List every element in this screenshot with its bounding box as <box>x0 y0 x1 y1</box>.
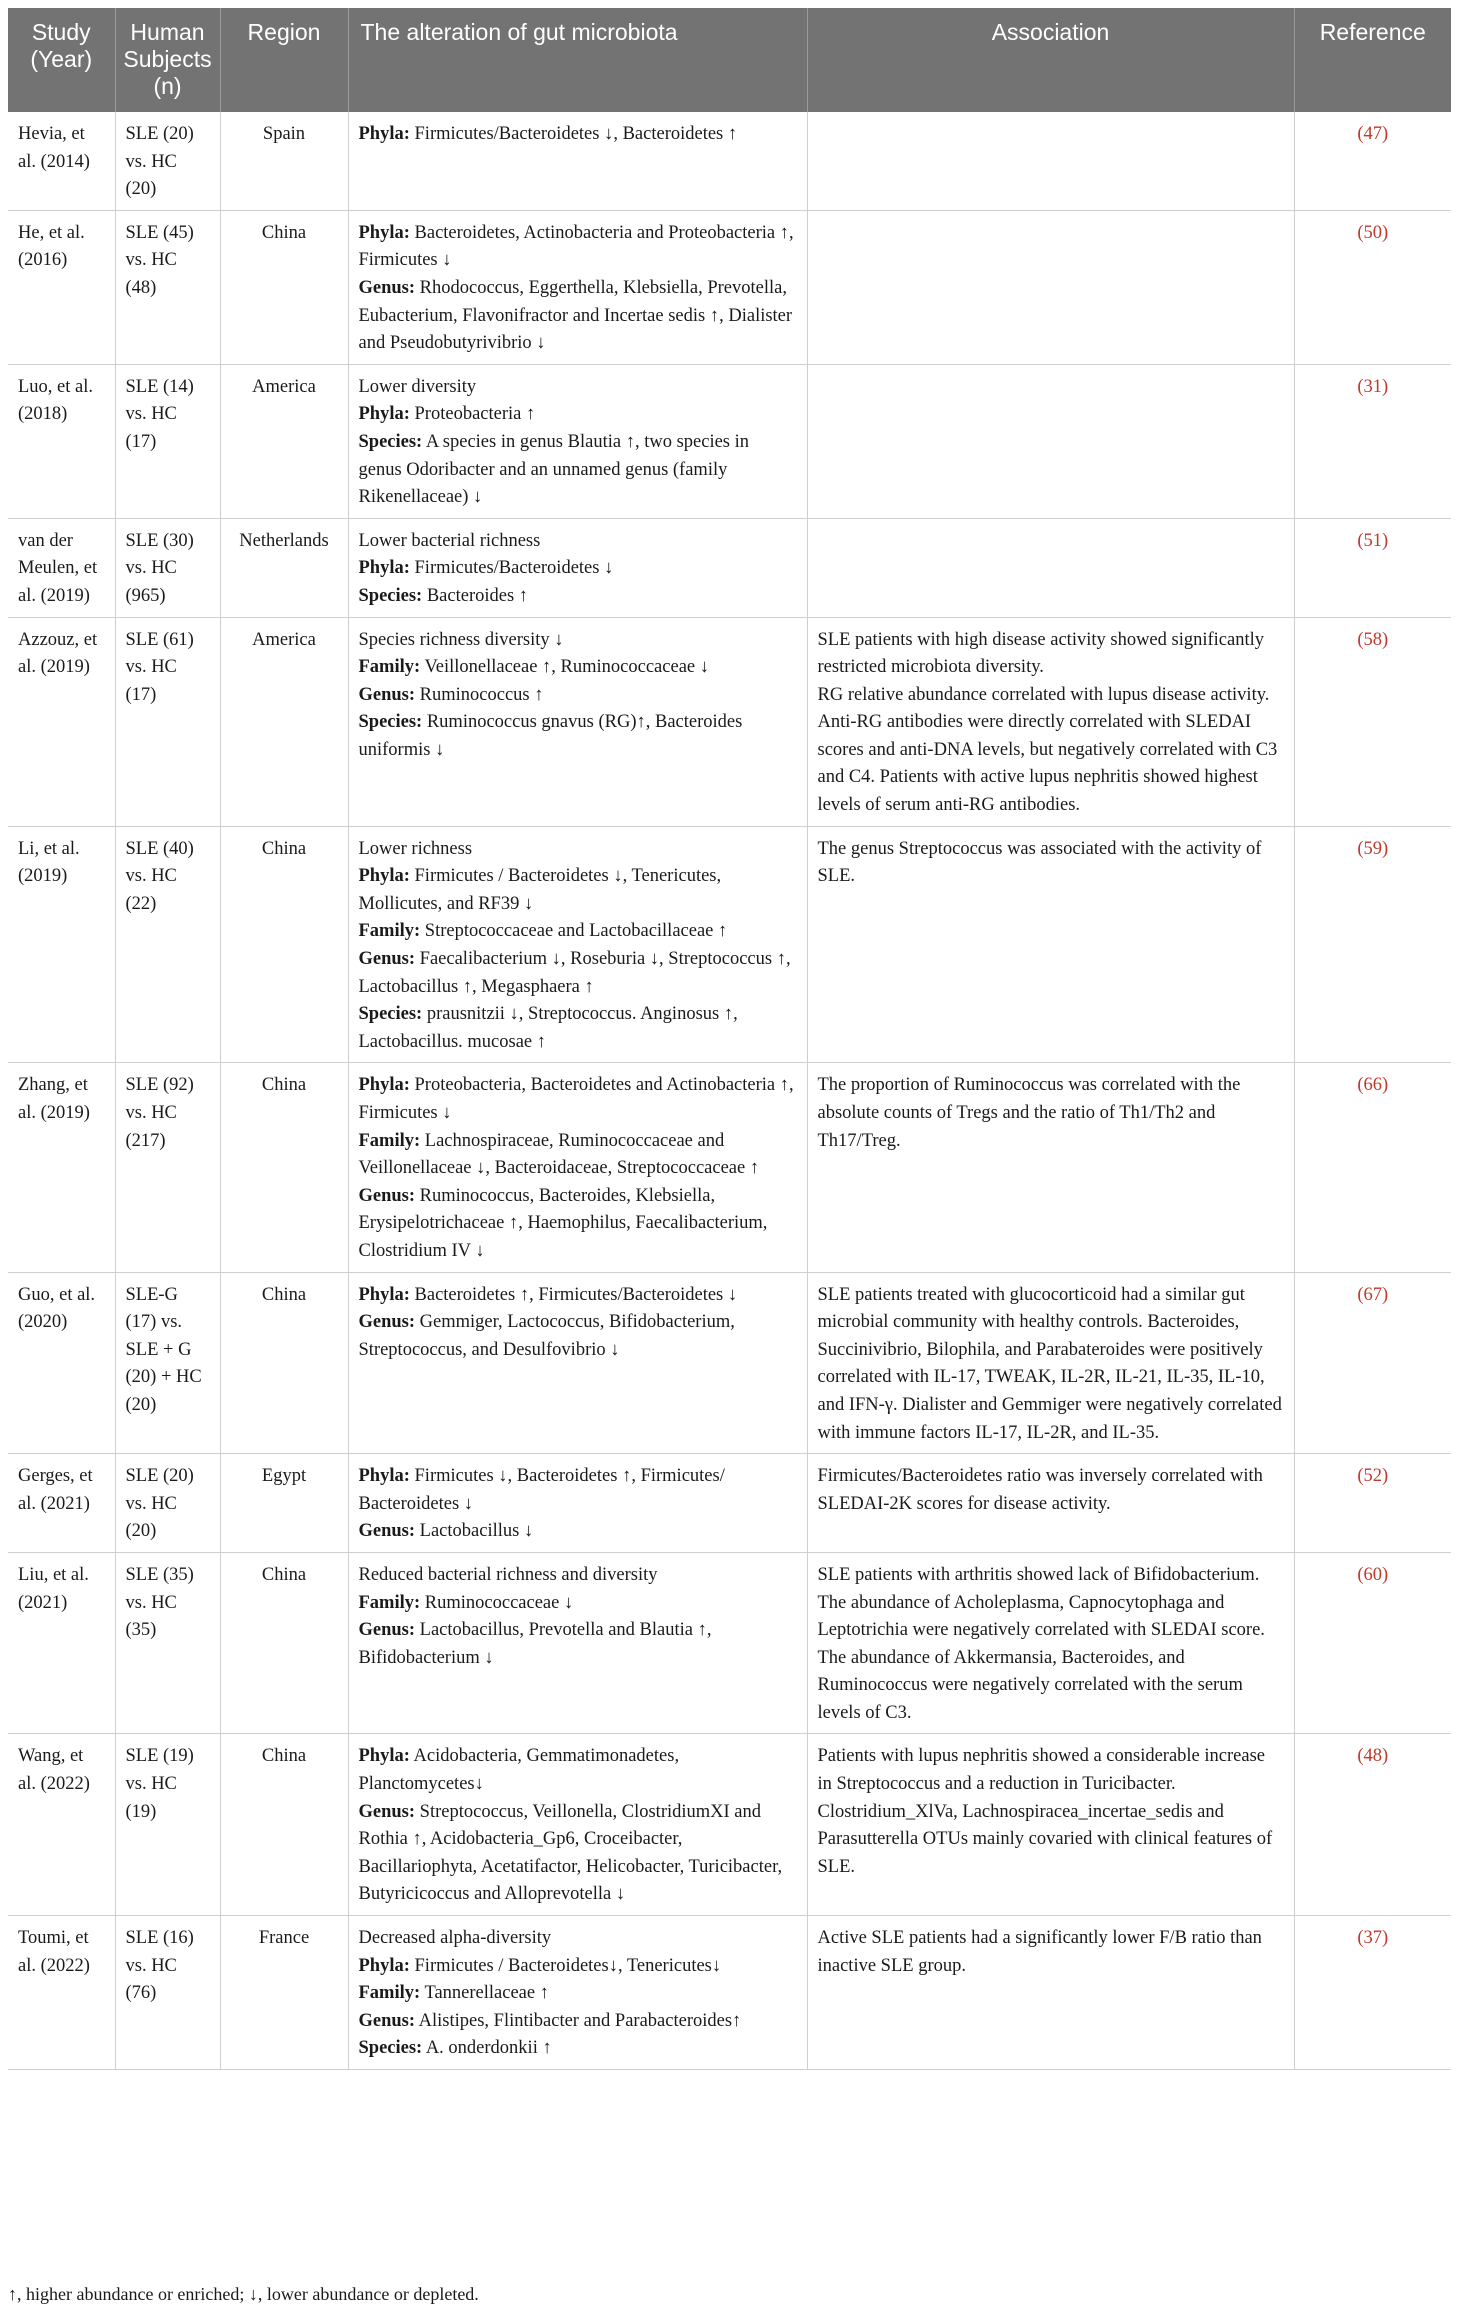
alteration-line <box>359 2008 797 2036</box>
taxon-level-label: Phyla: <box>358 558 410 579</box>
alteration-cell <box>348 1454 807 1553</box>
association-cell <box>807 518 1294 617</box>
taxon-level-label: Family: <box>358 1592 421 1613</box>
alteration-line <box>359 1743 797 1798</box>
reference-cell <box>1294 518 1451 617</box>
taxon-level-label: Genus: <box>358 949 416 970</box>
reference-cell <box>1294 1552 1451 1734</box>
taxon-level-label: Species: <box>358 431 423 452</box>
alteration-cell <box>348 826 807 1063</box>
association-cell <box>807 617 1294 826</box>
alteration-text: Proteobacteria, Bacteroidetes and Actinobacteria ↑, Firmicutes ↓ <box>358 1075 794 1123</box>
alteration-line <box>359 709 797 764</box>
alteration-line <box>359 1309 797 1364</box>
region-cell: America <box>220 617 348 826</box>
table-footnote: ↑, higher abundance or enriched; ↓, lower abundance or depleted. <box>8 2284 479 2304</box>
alteration-line <box>359 1001 797 1056</box>
alteration-cell <box>348 617 807 826</box>
alteration-text: Lower bacterial richness <box>358 530 541 551</box>
study-cell: Liu, et al. (2021) <box>8 1552 115 1734</box>
alteration-line <box>359 1953 797 1981</box>
alteration-line <box>359 1282 797 1310</box>
taxon-level-label: Genus: <box>358 684 416 705</box>
alteration-line <box>359 1799 797 1909</box>
association-line: Active SLE patients had a significantly lower F/B ratio than inactive SLE group. <box>817 1928 1262 1976</box>
association-line: SLE patients treated with glucocorticoid had a similar gut microbial community with healthy controls. Bacteroides, Succinivibrio, Bilophila, and Parabateroides were positively correlated with IL-17, TWEAK, IL-2R, IL-21, IL-35, IL-10, and IFN-γ. Dialister and Gemmiger were negatively correlated with immune factors IL-17, IL-2R, and IL-35. <box>817 1284 1282 1443</box>
taxon-level-label: Genus: <box>358 1185 416 1206</box>
alteration-line <box>359 1925 797 1953</box>
association-line: SLE patients with high disease activity showed significantly restricted microbiota diversity. <box>817 629 1264 678</box>
alteration-text: Acidobacteria, Gemmatimonadetes, Planctomycetes↓ <box>358 1746 680 1795</box>
subjects-cell: SLE (92) vs. HC (217) <box>115 1063 220 1272</box>
alteration-text: A species in genus Blautia ↑, two species in genus Odoribacter and an unnamed genus (family Rikenellaceae) ↓ <box>358 431 750 508</box>
alteration-text: A. onderdonkii ↑ <box>422 2038 552 2059</box>
table-row <box>8 1552 1451 1734</box>
alteration-text: Lactobacillus ↓ <box>415 1521 534 1542</box>
study-cell: Gerges, et al. (2021) <box>8 1454 115 1553</box>
alteration-text: Bacteroidetes, Actinobacteria and Proteobacteria ↑, Firmicutes ↓ <box>358 222 794 271</box>
subjects-cell: SLE (20) vs. HC (20) <box>115 1454 220 1553</box>
reference-link[interactable]: (58) <box>1357 629 1389 650</box>
association-cell <box>807 1552 1294 1734</box>
table-row <box>8 826 1451 1063</box>
alteration-text: Firmicutes/Bacteroidetes ↓, Bacteroidetes ↑ <box>409 124 738 144</box>
taxon-level-label: Species: <box>358 2038 423 2059</box>
alteration-cell <box>348 1916 807 2070</box>
alteration-line <box>359 374 797 402</box>
study-cell: Zhang, et al. (2019) <box>8 1063 115 1272</box>
reference-cell <box>1294 210 1451 364</box>
region-cell: China <box>220 1552 348 1734</box>
association-cell <box>807 112 1294 210</box>
alteration-text: Faecalibacterium ↓, Roseburia ↓, Streptococcus ↑, Lactobacillus ↑, Megasphaera ↑ <box>358 949 791 997</box>
study-cell: van der Meulen, et al. (2019) <box>8 518 115 617</box>
association-line: Firmicutes/Bacteroidetes ratio was inversely correlated with SLEDAI-2K scores for disease activity. <box>817 1466 1263 1514</box>
taxon-level-label: Family: <box>358 657 421 678</box>
taxon-level-label: Family: <box>358 921 421 942</box>
study-cell: Wang, et al. (2022) <box>8 1734 115 1916</box>
alteration-text: Bacteroides ↑ <box>422 585 529 606</box>
alteration-text: Lower richness <box>358 838 473 859</box>
alteration-line <box>359 1128 797 1266</box>
alteration-text: Bacteroidetes ↑, Firmicutes/Bacteroidetes ↓ <box>409 1284 738 1305</box>
alteration-cell <box>348 1734 807 1916</box>
alteration-text: Species richness diversity ↓ <box>358 629 564 650</box>
reference-cell <box>1294 1063 1451 1272</box>
alteration-text: Ruminococcaceae ↓ <box>420 1592 574 1613</box>
alteration-cell <box>348 1063 807 1272</box>
reference-cell <box>1294 826 1451 1063</box>
study-cell: Azzouz, et al. (2019) <box>8 617 115 826</box>
alteration-line <box>359 654 797 682</box>
alteration-line <box>359 918 797 946</box>
table-row <box>8 617 1451 826</box>
reference-link[interactable]: (66) <box>1357 1075 1389 1096</box>
subjects-cell: SLE (19) vs. HC (19) <box>115 1734 220 1916</box>
region-cell: Netherlands <box>220 518 348 617</box>
subjects-cell: SLE (30) vs. HC (965) <box>115 518 220 617</box>
alteration-text: Proteobacteria ↑ <box>409 404 536 425</box>
alteration-line <box>359 528 797 556</box>
table-row <box>8 364 1451 518</box>
alteration-line <box>359 1562 797 1590</box>
alteration-line <box>359 1617 797 1672</box>
association-cell <box>807 826 1294 1063</box>
study-cell: Hevia, et al. (2014) <box>8 112 115 210</box>
alteration-line <box>359 627 797 655</box>
region-cell: Egypt <box>220 1454 348 1553</box>
taxon-level-label: Phyla: <box>358 1075 410 1096</box>
study-cell: Toumi, et al. (2022) <box>8 1916 115 2070</box>
subjects-cell: SLE (16) vs. HC (76) <box>115 1916 220 2070</box>
alteration-text: Decreased alpha-diversity <box>358 1928 552 1949</box>
reference-link[interactable]: (37) <box>1357 1928 1389 1949</box>
subjects-cell: SLE (61) vs. HC (17) <box>115 617 220 826</box>
taxon-level-label: Species: <box>358 585 423 606</box>
reference-cell <box>1294 1454 1451 1553</box>
alteration-cell <box>348 1552 807 1734</box>
table-row <box>8 1063 1451 1272</box>
association-line: Anti-RG antibodies were directly correlated with SLEDAI scores and anti-DNA levels, but negatively correlated with C3 and C4. Patients with active lupus nephritis showed highest levels of serum anti-RG antibodies. <box>817 712 1278 816</box>
taxon-level-label: Phyla: <box>358 1284 410 1305</box>
study-cell: Luo, et al. (2018) <box>8 364 115 518</box>
association-cell <box>807 1063 1294 1272</box>
alteration-line <box>359 1590 797 1618</box>
alteration-text: Ruminococcus, Bacteroides, Klebsiella, Erysipelotrichaceae ↑, Haemophilus, Faecalibacterium, Clostridium IV ↓ <box>358 1185 768 1261</box>
alteration-text: Ruminococcus gnavus (RG)↑, Bacteroides uniformis ↓ <box>358 712 743 760</box>
alteration-text: Reduced bacterial richness and diversity <box>358 1564 658 1585</box>
taxon-level-label: Phyla: <box>358 866 410 887</box>
alteration-line <box>359 220 797 275</box>
alteration-text: Rhodococcus, Eggerthella, Klebsiella, Prevotella, Eubacterium, Flavonifractor and Incertae sedis ↑, Dialister and Pseudobutyrivibrio ↓ <box>358 277 793 354</box>
alteration-cell <box>348 112 807 210</box>
header-region: Region <box>220 8 348 112</box>
taxon-level-label: Phyla: <box>358 404 410 425</box>
region-cell: China <box>220 1734 348 1916</box>
taxon-level-label: Species: <box>358 1004 423 1025</box>
alteration-text: Firmicutes / Bacteroidetes↓, Tenericutes↓ <box>409 1955 722 1976</box>
taxon-level-label: Genus: <box>358 2010 416 2031</box>
alteration-line <box>359 1072 797 1127</box>
alteration-line <box>359 1463 797 1518</box>
table-row <box>8 210 1451 364</box>
reference-cell <box>1294 364 1451 518</box>
alteration-text: Tannerellaceae ↑ <box>420 1983 549 2004</box>
reference-link[interactable]: (51) <box>1357 530 1389 551</box>
region-cell: America <box>220 364 348 518</box>
region-cell: France <box>220 1916 348 2070</box>
subjects-cell: SLE-G (17) vs. SLE + G (20) + HC (20) <box>115 1272 220 1454</box>
taxon-level-label: Genus: <box>358 1312 416 1333</box>
reference-cell <box>1294 112 1451 210</box>
alteration-text: Veillonellaceae ↑, Ruminococcaceae ↓ <box>420 657 709 678</box>
region-cell: Spain <box>220 112 348 210</box>
header-association: Association <box>807 8 1294 112</box>
alteration-text: Lachnospiraceae, Ruminococcaceae and Veillonellaceae ↓, Bacteroidaceae, Streptococcaceae ↑ <box>358 1130 760 1179</box>
alteration-line <box>359 946 797 1001</box>
alteration-line <box>359 555 797 583</box>
region-cell: China <box>220 826 348 1063</box>
table-row <box>8 1916 1451 2070</box>
alteration-cell <box>348 1272 807 1454</box>
alteration-line <box>359 1518 797 1546</box>
table-header-row <box>8 8 1451 112</box>
region-cell: China <box>220 1063 348 1272</box>
alteration-text: Lactobacillus, Prevotella and Blautia ↑, Bifidobacterium ↓ <box>358 1620 712 1668</box>
taxon-level-label: Genus: <box>358 277 416 298</box>
association-cell <box>807 1916 1294 2070</box>
header-alteration: The alteration of gut microbiota <box>348 8 807 112</box>
reference-link[interactable]: (48) <box>1357 1746 1389 1767</box>
association-line: The genus Streptococcus was associated with the activity of SLE. <box>817 838 1262 887</box>
alteration-text: Lower diversity <box>358 376 477 397</box>
alteration-line <box>359 583 797 611</box>
reference-cell <box>1294 1734 1451 1916</box>
reference-cell <box>1294 1272 1451 1454</box>
header-study: Study (Year) <box>8 8 115 112</box>
alteration-line <box>359 275 797 358</box>
subjects-cell: SLE (35) vs. HC (35) <box>115 1552 220 1734</box>
alteration-text: Firmicutes/Bacteroidetes ↓ <box>409 558 614 579</box>
alteration-line <box>359 429 797 512</box>
reference-link[interactable]: (47) <box>1357 124 1389 144</box>
association-line: The abundance of Acholeplasma, Capnocytophaga and Leptotrichia were negatively correlated with SLEDAI score. The abundance of Akkermansia, Bacteroides, and Ruminococcus were negatively correlated with the serum levels of C3. <box>817 1592 1265 1723</box>
reference-link[interactable]: (59) <box>1357 838 1389 859</box>
alteration-text: Firmicutes / Bacteroidetes ↓, Tenericutes, Mollicutes, and RF39 ↓ <box>358 866 722 914</box>
alteration-text: prausnitzii ↓, Streptococcus. Anginosus ↑, Lactobacillus. mucosae ↑ <box>358 1004 738 1052</box>
alteration-text: Streptococcus, Veillonella, ClostridiumXI and Rothia ↑, Acidobacteria_Gp6, Croceibacter, Bacillariophyta, Acetatifactor, Helicobacter, Turicibacter, Butyricicoccus and Alloprevotella ↓ <box>358 1801 783 1905</box>
alteration-line <box>359 121 797 149</box>
taxon-level-label: Phyla: <box>358 1466 410 1487</box>
association-cell <box>807 1454 1294 1553</box>
alteration-line <box>359 1980 797 2008</box>
association-cell <box>807 210 1294 364</box>
taxon-level-label: Phyla: <box>358 222 410 243</box>
reference-link[interactable]: (60) <box>1357 1564 1389 1585</box>
alteration-cell <box>348 364 807 518</box>
taxon-level-label: Genus: <box>358 1620 416 1641</box>
reference-link[interactable]: (50) <box>1357 222 1389 243</box>
microbiota-table <box>8 8 1451 2070</box>
study-cell: Li, et al. (2019) <box>8 826 115 1063</box>
reference-link[interactable]: (31) <box>1357 376 1389 397</box>
region-cell: China <box>220 1272 348 1454</box>
taxon-level-label: Family: <box>358 1130 421 1151</box>
association-line: Patients with lupus nephritis showed a considerable increase in Streptococcus and a reduction in Turicibacter. Clostridium_XlVa, Lachnospiracea_incertae_sedis and Parasutterella OTUs mainly covaried with clinical features of SLE. <box>817 1746 1273 1877</box>
alteration-line <box>359 863 797 918</box>
association-cell <box>807 364 1294 518</box>
table-row <box>8 1272 1451 1454</box>
taxon-level-label: Species: <box>358 712 423 733</box>
association-cell <box>807 1734 1294 1916</box>
subjects-cell: SLE (20) vs. HC (20) <box>115 112 220 210</box>
subjects-cell: SLE (40) vs. HC (22) <box>115 826 220 1063</box>
alteration-line <box>359 2035 797 2063</box>
subjects-cell: SLE (45) vs. HC (48) <box>115 210 220 364</box>
reference-cell <box>1294 617 1451 826</box>
alteration-cell <box>348 210 807 364</box>
region-cell: China <box>220 210 348 364</box>
alteration-text: Ruminococcus ↑ <box>415 684 544 705</box>
taxon-level-label: Genus: <box>358 1801 416 1822</box>
taxon-level-label: Phyla: <box>358 1746 410 1767</box>
association-line: RG relative abundance correlated with lupus disease activity. <box>817 684 1270 705</box>
alteration-text: Alistipes, Flintibacter and Parabacteroides↑ <box>415 2010 742 2031</box>
study-cell: He, et al. (2016) <box>8 210 115 364</box>
alteration-text: Firmicutes ↓, Bacteroidetes ↑, Firmicutes/ Bacteroidetes ↓ <box>358 1466 725 1514</box>
subjects-cell: SLE (14) vs. HC (17) <box>115 364 220 518</box>
header-subjects: Human Subjects (n) <box>115 8 220 112</box>
alteration-line <box>359 401 797 429</box>
alteration-cell <box>348 518 807 617</box>
association-cell <box>807 1272 1294 1454</box>
alteration-line <box>359 682 797 710</box>
alteration-line <box>359 836 797 864</box>
table-row <box>8 1734 1451 1916</box>
table-row <box>8 518 1451 617</box>
study-cell: Guo, et al. (2020) <box>8 1272 115 1454</box>
taxon-level-label: Family: <box>358 1983 421 2004</box>
table-body <box>8 112 1451 2070</box>
alteration-text: Gemmiger, Lactococcus, Bifidobacterium, Streptococcus, and Desulfovibrio ↓ <box>358 1312 735 1360</box>
taxon-level-label: Phyla: <box>358 1955 410 1976</box>
taxon-level-label: Phyla: <box>358 124 410 144</box>
association-line: SLE patients with arthritis showed lack of Bifidobacterium. <box>817 1564 1260 1585</box>
reference-link[interactable]: (67) <box>1357 1284 1389 1305</box>
table-row <box>8 1454 1451 1553</box>
association-line: The proportion of Ruminococcus was correlated with the absolute counts of Tregs and the ratio of Th1/Th2 and Th17/Treg. <box>817 1075 1241 1151</box>
alteration-text: Streptococcaceae and Lactobacillaceae ↑ <box>420 921 728 942</box>
table-row <box>8 112 1451 210</box>
header-reference: Reference <box>1294 8 1451 112</box>
taxon-level-label: Genus: <box>358 1521 416 1542</box>
reference-link[interactable]: (52) <box>1357 1466 1389 1487</box>
reference-cell <box>1294 1916 1451 2070</box>
